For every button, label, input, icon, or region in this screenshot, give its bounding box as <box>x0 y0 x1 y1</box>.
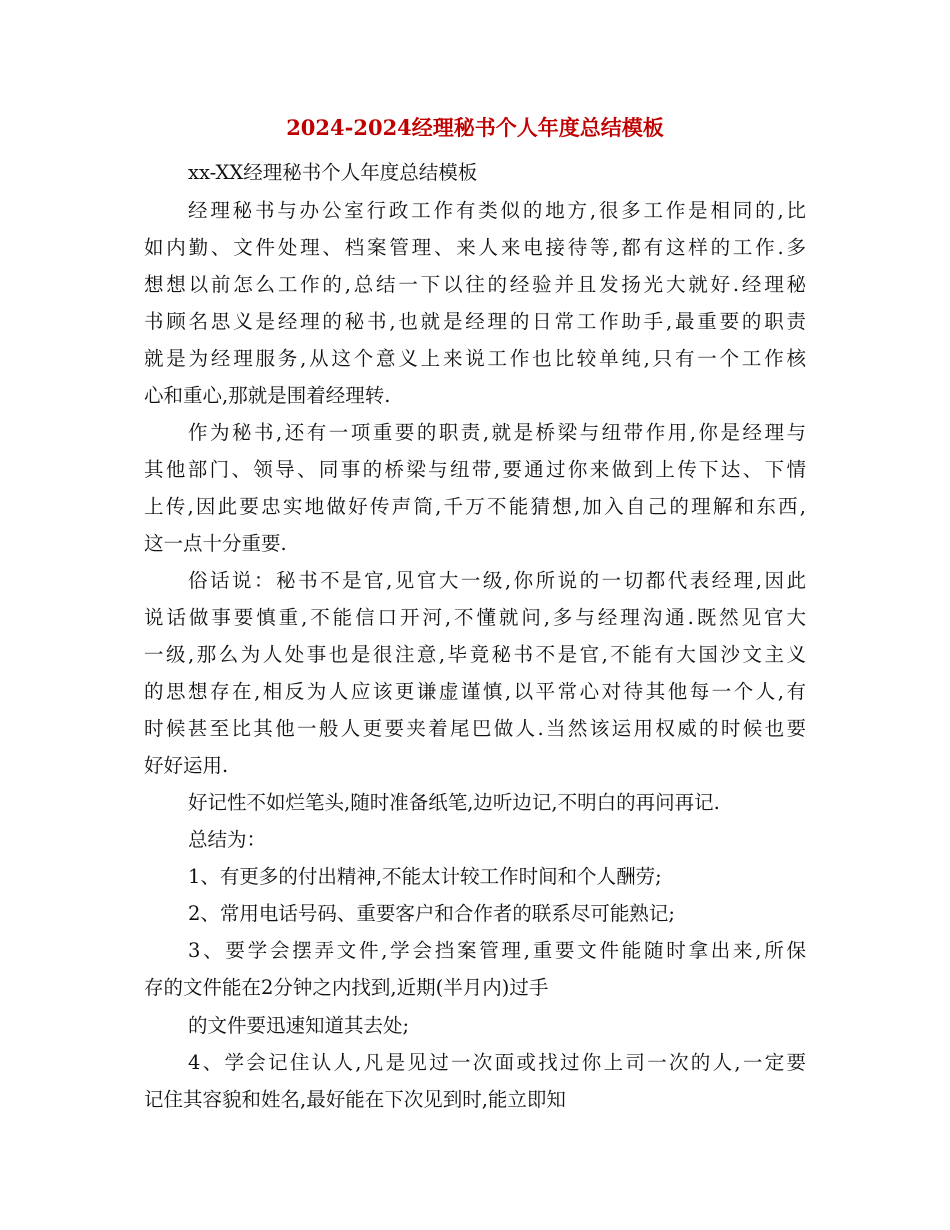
paragraph-line: 说话做事要慎重,不能信口开河,不懂就问,多与经理沟通.既然见官大 <box>144 606 806 629</box>
list-item: 3、要学会摆弄文件,学会挡案管理,重要文件能随时拿出来,所保 <box>188 939 806 962</box>
paragraph-line: 如内勤、文件处理、档案管理、来人来电接待等,都有这样的工作.多 <box>144 236 806 259</box>
list-item-continuation: 的文件要迅速知道其去处; <box>188 1014 410 1037</box>
paragraph-line: 时候甚至比其他一般人更要夹着尾巴做人.当然该运用权威的时候也要 <box>144 717 806 740</box>
paragraph-line: 好好运用. <box>144 754 229 777</box>
document-subtitle: xx-XX经理秘书个人年度总结模板 <box>188 161 478 184</box>
paragraph-line: 书顾名思义是经理的秘书,也就是经理的日常工作助手,最重要的职责 <box>144 310 806 333</box>
list-item: 2、常用电话号码、重要客户和合作者的联系尽可能熟记; <box>188 902 675 925</box>
list-item: 4、学会记住认人,凡是见过一次面或找过你上司一次的人,一定要 <box>188 1051 806 1074</box>
paragraph-line: 上传,因此要忠实地做好传声筒,千万不能猜想,加入自己的理解和东西, <box>144 495 806 518</box>
paragraph-line: 其他部门、领导、同事的桥梁与纽带,要通过你来做到上传下达、下情 <box>144 458 806 481</box>
paragraph-line: 总结为： <box>188 828 267 851</box>
paragraph-line: 经理秘书与办公室行政工作有类似的地方,很多工作是相同的,比 <box>188 199 806 222</box>
paragraph-line: 好记性不如烂笔头,随时准备纸笔,边听边记,不明白的再问再记. <box>188 791 720 814</box>
paragraph-line: 心和重心,那就是围着经理转. <box>144 384 391 407</box>
list-item-continuation: 记住其容貌和姓名,最好能在下次见到时,能立即知 <box>144 1088 566 1111</box>
paragraph-line: 一级,那么为人处事也是很注意,毕竟秘书不是官,不能有大国沙文主义 <box>144 643 806 666</box>
paragraph-line: 的思想存在,相反为人应该更谦虚谨慎,以平常心对待其他每一个人,有 <box>144 680 806 703</box>
paragraph-line: 想想以前怎么工作的,总结一下以往的经验并且发扬光大就好.经理秘 <box>144 273 806 296</box>
paragraph-line: 作为秘书,还有一项重要的职责,就是桥梁与纽带作用,你是经理与 <box>188 421 806 444</box>
list-item-continuation: 存的文件能在2分钟之内找到,近期(半月内)过手 <box>144 976 549 999</box>
paragraph-line: 就是为经理服务,从这个意义上来说工作也比较单纯,只有一个工作核 <box>144 347 806 370</box>
paragraph-line: 这一点十分重要. <box>144 532 287 555</box>
document-title: 2024-2024经理秘书个人年度总结模板 <box>286 115 664 140</box>
list-item: 1、有更多的付出精神,不能太计较工作时间和个人酬劳; <box>188 865 662 888</box>
paragraph-line: 俗话说：秘书不是官,见官大一级,你所说的一切都代表经理,因此 <box>188 569 806 592</box>
